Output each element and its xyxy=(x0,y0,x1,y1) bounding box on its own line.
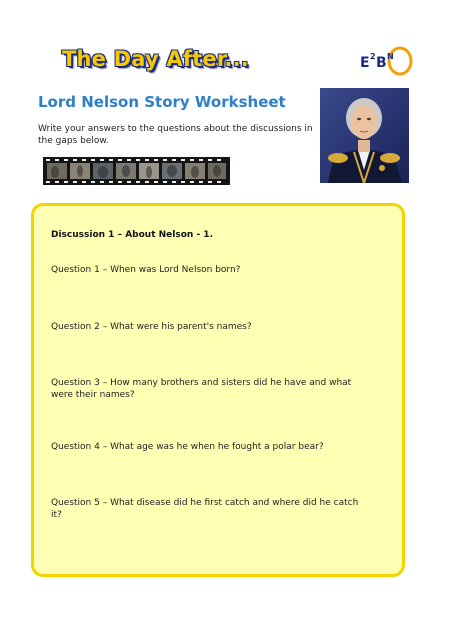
banner-title: The Day After... xyxy=(62,47,249,71)
instructions-text: Write your answers to the questions about the discussions in the gaps below. xyxy=(38,124,313,146)
question-5: Question 5 – What disease did he first catch and where did he catch it? xyxy=(51,498,359,520)
worksheet-title: Lord Nelson Story Worksheet xyxy=(38,93,286,111)
nelson-portrait-image xyxy=(320,88,409,183)
discussion-heading: Discussion 1 – About Nelson - 1. xyxy=(51,230,213,240)
question-4: Question 4 – What age was he when he fought a polar bear? xyxy=(51,442,324,452)
question-1: Question 1 – When was Lord Nelson born? xyxy=(51,265,241,275)
svg-text:2: 2 xyxy=(370,52,376,61)
question-2: Question 2 – What were his parent's names? xyxy=(51,322,252,332)
svg-text:N: N xyxy=(387,52,394,61)
e2bn-logo xyxy=(358,44,414,78)
question-3: Question 3 – How many brothers and sisters did he have and what were their names? xyxy=(51,378,352,400)
svg-text:B: B xyxy=(376,55,387,71)
filmstrip-image xyxy=(43,157,230,185)
svg-text:E: E xyxy=(360,55,370,71)
